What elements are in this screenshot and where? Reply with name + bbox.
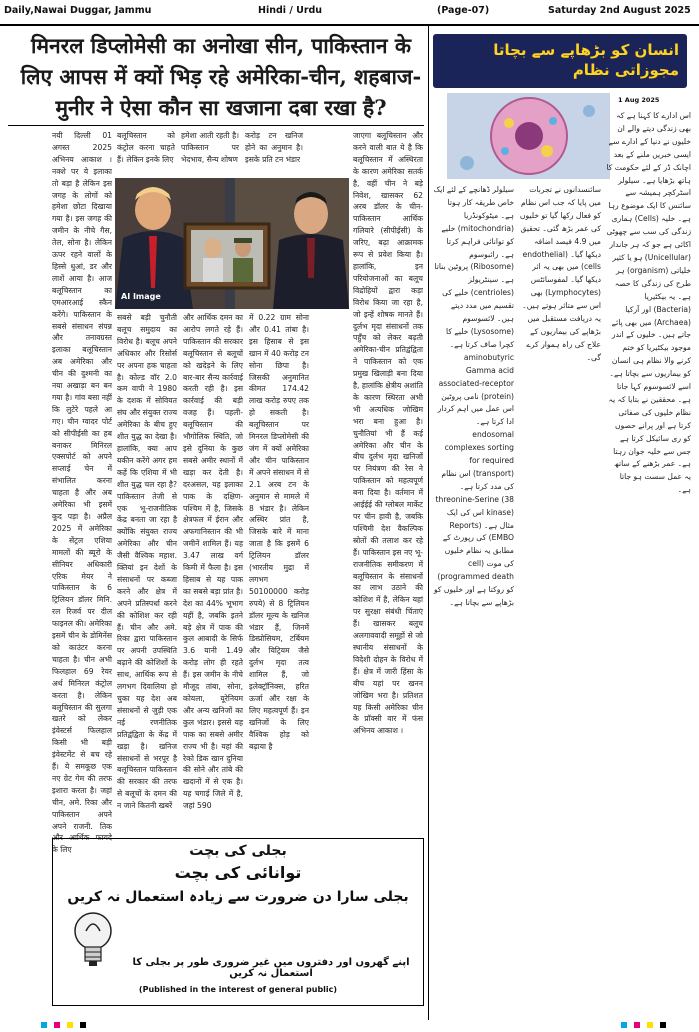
ad-line-3: بجلی سارا دن ضرورت سے زیادہ استعمال نہ کریں bbox=[67, 889, 409, 905]
article-column-2: सबसे बड़ी चुनौती बलूच समुदाय का विरोध है। बलूच अपने अधिकार और रिसोर्स पर अपना हक चाहता है। कोल्ड वॉर 2.0 कम वापी ने 1980 के दशक में सोवियत संघ और संयुक्त राज्य अमेरिका के बीच हुए शीत युद्ध का देखा है। हालांकि, क्या आप यकीन करेंगे अगर हम कहें कि एशिया में भी शीत युद्ध चल रहा है? पाकिस्तान तेजी से एक भू-राजनीतिक केंद्र बनता जा रहा है क्योंकि संयुक्त राज्य अमेरिका और चीन जैसी वैश्विक महाश. क्तियां इन देशों के संसाधनों पर कब्जा करने और क्षेत्र में अपने प्रतिस्पर्धा करने की कोशिश कर रही हैं। चीन और अमे. रिका द्वारा पाकिस्तान पर अपनी उपस्थिति बढ़ाने की कोशिशों के साथ, आर्थिक रूप से लगभग दिवालिया हो चुका यह देश अब संसाधनों से जुड़ी एक नई रणनीतिक प्रतिद्वंद्विता के केंद्र में खड़ा है। खनिज संसाधनों से भरपूर है बलूचिस्तान पाकिस्तान की सरकार की तरफ से बलूचों के दमन की न जाने कितनी खबरें bbox=[117, 313, 177, 811]
article-column-1: नयी दिल्ली 01 अगस्त 2025 अभिनय आकाश । नक्शे पर ये इलाका तो बड़ा है लेकिन इस जगह के लोगों को हमेशा छोटा दिखाया गया है। इस जगह की जमीन के नीचे गैस, तेल, सोना है। लेकिन ऊपर रहने वालों के हिस्से धुआं, डर और लाशें आया है। आज बलूचिस्तान का एमआरआई स्कैन करेंगे। पाकिस्तान के सबसे संसाधन संपन्न और तनावग्रस्त इलाका बलूचिस्तान अब अमेरिका और चीन की दुश्मनी का नया अखाड़ा बन बन गया है। गांव बसा नहीं कि लुटेरे पहले आ गए। चीन ग्वादर पोर्ट को सीपीईसी का हब बनाकर मिनिरल एक्सपोर्ट को अपने सप्लाई चेन में संभालित करना चाहता है और अब अमेरिका भी इसमें कूद पड़ा है। अप्रैल 2025 में अमेरिका के सेंट्रल एशिया मामलों की ब्यूरो के सीनियर अधिकारी एरिक मेयर ने पाकिस्तान के 6 ट्रिलियन डॉलर मिनि. रल रिजर्व पर दील फाइनल की। अमेरिका इसमें चीन के डोमिनेंस को काउंटर करना चाहता है। चीन अभी फिलहाल 69 रेयर अर्थ मिनिरल कंट्रोल करता है। लेकिन बलूचिस्तान की सुलगा खतरे को लेकर इंवेस्टर्स फिलहाल किसी भी बड़ी इंवेस्टमेंट से बच रहे हैं। ये समकूछ एक नए ग्रेट गेम की तरफ इशारा करता है। जहां चीन, अमे. रिका और पाकिस्तान अपने अपने राजनी. तिक और आर्थिक फायदे के लिए bbox=[52, 131, 112, 855]
yellow-swatch bbox=[647, 1022, 653, 1028]
color-registration-right bbox=[620, 1013, 667, 1032]
cyan-swatch bbox=[621, 1022, 627, 1028]
headline-rule bbox=[8, 125, 424, 126]
urdu-dateline: 1 Aug 2025 bbox=[618, 96, 660, 104]
leaders-photo-illustration bbox=[115, 178, 349, 309]
energy-saving-ad bbox=[52, 838, 424, 1006]
ad-line-4: اپنے گھروں اور دفتروں میں غیر ضروری طور پر بجلی کا استعمال نہ کریں bbox=[132, 957, 410, 979]
cyan-swatch bbox=[41, 1022, 47, 1028]
article-photo bbox=[115, 178, 349, 309]
black-swatch bbox=[660, 1022, 666, 1028]
page-date: Saturday 2nd August 2025 bbox=[548, 5, 691, 16]
newspaper-name: Daily,Nawai Duggar, Jammu bbox=[4, 5, 152, 16]
urdu-article-title: انسان کو بڑھاپے سے بچاتا مجوزاتی نظام bbox=[493, 41, 679, 79]
photo-caption: AI Image bbox=[121, 292, 161, 301]
magenta-swatch bbox=[54, 1022, 60, 1028]
ad-line-1: بجلی کی بچت bbox=[189, 843, 287, 859]
article-column-5: जाएगा बलूचिस्तान और करने वाली बात ये है कि बलूचिस्तान में अस्थिरता के कारण अमेरिका सतर्क है, वहीं चीन ने बड़े निवेश, खासकर 62 अरब डॉलर के चीन-पाकिस्तान आर्थिक गलियारे (सीपीईसी) के जरिए, बढ़ा आक्रामक रूप से प्रवेश किया है। हालांकि, इन परियोजनाओं का बलूच विद्रोहियों द्वारा कड़ा विरोध किया जा रहा है, जो इन्हें शोषक मानते हैं। दुर्लभ मृदा संसाधनों तक पहुँच को लेकर बढ़ती अमेरिका-चीन प्रतिद्वंद्विता ने पाकिस्तान को एक प्रमुख खिलाड़ी बना दिया है, हालांकि क्षेत्रीय अशांति के कारण स्थिरता अभी भी अत्यधिक जोखिम भरा बना हुआ है। चुनौतियां भी हैं कई अमेरिका और चीन के बीच दुर्लभ मृदा खनिजों पर नियंत्रण की रेस ने पाकिस्तान को महत्वपूर्ण बना दिया है। वर्तमान में आईईई की ग्लोबल मार्केट पर चीन हावी है, जबकि पश्चिमी देश वैकल्पिक स्रोतों की तलाश कर रहे हैं। पाकिस्तान इस नए भू-राजनीतिक समीकरण में बलूचिस्तान के संसाधनों का लाभ उठाने की कोशिश में है, लेकिन यहां पर सुरक्षा संबंधी चिंताएं हैं। खासकर बलूच अलगाववादी समूहों से जो स्थानीय संसाधनों के विदेशी दोहन के विरोध में हैं। क्षेत्र में जारी हिंसा के बीच यहां पर खनन जोखिम भरा है। प्रतिशत यह किसी अमेरिका चीन के प्रॉक्सी वार में फंस अभिनय आकाश । bbox=[353, 131, 423, 736]
black-swatch bbox=[80, 1022, 86, 1028]
page-number: (Page-07) bbox=[437, 5, 490, 16]
section-divider bbox=[428, 26, 429, 1020]
urdu-column-left: سیلولر ڈھانچے کے لئے ایک خاص طریقہ کار ہوتا ہے۔ میٹوکونڈریا (mitochondria) خلیے کو توانائی فراہم کرتا ہے۔ رائبوسوم (Ribosome) پروٹین بناتا ہے۔ سینٹریولز (centrioles) خلیے کی تقسیم میں مدد دیتے ہیں۔ لائسوسوم (Lysosome) خلیے کا کچرا صاف کرتا ہے۔ aminobutyric Gamma acid associated-receptor (protein) نامی پروٹین اس عمل میں اہم کردار ادا کرتا ہے۔ endosomal complexes sorting for required (transport) اس نظام کی مدد کرتا ہے۔ threonine-Serine (38 kinase) اس کی ایک مثال ہے۔ (Reports EMBO) کی رپورٹ کے مطابق یہ نظام خلیوں کی موت (cell programmed death) کو روکتا ہے اور خلیوں کو بڑھاپے سے بچاتا ہے۔ bbox=[433, 185, 514, 607]
yellow-swatch bbox=[67, 1022, 73, 1028]
urdu-article-banner bbox=[433, 34, 687, 88]
lightbulb-icon bbox=[71, 909, 115, 971]
magenta-swatch bbox=[634, 1022, 640, 1028]
article-column-4: में 0.22 ग्राम सोना और 0.41 तांबा है। इस हिसाब से इस खान में 40 करोड़ टन सोना छिपा है। जिसकी अनुमानित कीमत 174.42 लाख करोड़ रुपए तक हो सकती है। बलूचिस्तान पर मिनरल डिप्लोमेसी की जंग में क्यों अमेरिका और चीन पाकिस्तान में अपने संसाधन में से 2.1 अरब टन के अनुमान से मामले में 8 भंडार है। लेकिन अस्थिर प्रांत है, जिसके बारे में माना जाता है कि इसमें 6 ट्रिलियन डॉलर (भारतीय मुद्रा में लगभग 50100000 करोड़ रुपये) से 8 ट्रिलियन डॉलर मूल्य के खनिज भंडार हैं, जिनमें डिस्प्रोसियम, टर्बियम और यिट्रियम जैसे दुर्लभ मृदा तत्व शामिल हैं, जो इलेक्ट्रॉनिक्स, हरित ऊर्जा और रक्षा के लिए महत्वपूर्ण हैं। इन खनिजों के लिए वैश्विक होड़ को बढ़ाया है bbox=[249, 313, 309, 751]
urdu-column-right: اس ادارے کا کہنا ہے کہ بھی زندگی دیتے والے ان خلیوں نے دنیا کے ادارے سے ایسی خبریں ملنے کے بعد اچانک ڈر کے لئے حکومت کا ہاتھ بڑھایا ہے۔ سیلولر اسٹرکچر ہمیشہ سے سائنس کا ایک موضوع رہا ہے۔ خلیہ (Cells) ہماری زندگی کی سب سے چھوٹی اکائی ہے جو کہ ہر جاندار (Unicellular) ہو یا کثیر خلیاتی (organism) ہر طرح کی زندگی کا حصہ ہے۔ یہ بیکٹیریا (Bacteria) اور آرکیا (Archaea) میں بھی پائے جاتے ہیں۔ خلیوں کے اندر موجود بیکٹیریا کو ختم کرنے والا نظام ہی انسان کو بیماریوں سے بچاتا ہے۔ اسے لائسوسوم کہا جاتا ہے۔ محققین نے بتایا کہ یہ نظام خلیوں کی صفائی کرتا ہے اور پرانے حصوں کو ری سائیکل کرتا ہے جس سے خلیہ جوان رہتا ہے۔ عمر بڑھنے کے ساتھ یہ عمل سست ہو جاتا ہے۔ bbox=[606, 111, 691, 495]
page-header bbox=[0, 0, 699, 26]
color-registration-left bbox=[40, 1013, 87, 1032]
cell-image bbox=[447, 93, 610, 179]
article-column-3: और आर्थिक दमन का आरोप लगते रहे हैं। पाकिस्तान की सरकार बलूचिस्तान से बलूचों को खदेड़ने के लिए बार-बार सैन्य कार्रवाई करती रही है। इस कार्रवाई की बड़ी वजह हैं। पहली- बलूचिस्तान की भौगोलिक स्थिति, जो इसे दुनिया के कुछ सबसे अमीर स्थानों में खड़ा कर देती है। दरअसल, यह इलाका पाक के दक्षिण-पश्चिम में है, जिसके क्षेत्रफल में ईरान और अफगानिस्तान की भी जमीनें शामिल हैं। यह 3.47 लाख वर्ग किमी में फैला है। इस हिसाब से यह पाक का सबसे बड़ा प्रांत है। देश का 44% भूभाग यहीं है, जबकि इतने बड़े क्षेत्र में पाक की कुल आबादी के सिर्फ 3.6 यानी 1.49 करोड़ लोग ही रहते हैं। इस जमीन के नीचे मौजूद तांबा, सोना, कोयला, यूरेनियम और अन्य खनिजों का कुल भंडार। इससे यह पाक का सबसे अमीर राज्य भी है। यहां की रेको डिक खान दुनिया की सोने और तांबे की खदानों में से एक है। यह चगाई जिले में है, जहां 590 bbox=[183, 313, 243, 811]
page-language: Hindi / Urdu bbox=[258, 5, 323, 16]
article-column-3-top: हमेशा आती रहती है। पाकिस्तान पर भेदभाव, सैन्य शोषण bbox=[181, 131, 239, 164]
urdu-column-middle: سائنسدانوں نے تجربات میں پایا کہ جب اس نظام کو فعال رکھا گیا تو خلیوں کی عمر بڑھ گئی۔ تحقیق میں 4.9 فیصد اضافہ دیکھا گیا۔ (endothelial cells) میں بھی یہ اثر دیکھا گیا۔ لمفوسائٹس (Lymphocytes) بھی اس سے متاثر ہوتے ہیں۔ یہ دریافت مستقبل میں بڑھاپے کی بیماریوں کے علاج کی راہ ہموار کرے گی۔ bbox=[519, 185, 601, 362]
article-column-4-top: करोड़ टन खनिज होने का अनुमान है। इसके प्रति टन भंडार bbox=[245, 131, 303, 164]
ad-line-2: توانائی کی بچت bbox=[174, 863, 302, 882]
article-column-2-top: बलूचिस्तान को कंट्रोल करना चाहते हैं। लेकिन इनके लिए bbox=[117, 131, 175, 164]
ad-footer: (Published in the interest of general public) bbox=[138, 985, 338, 994]
article-headline: मिनरल डिप्लोमेसी का अनोखा सीन, पाकिस्तान के लिए आपस में क्यों भिड़ रहे अमेरिका-चीन, शहबाज-मुनीर ने ऐसा कौन सा खजाना दबा रखा है? bbox=[20, 33, 422, 120]
cell-illustration bbox=[447, 93, 610, 179]
